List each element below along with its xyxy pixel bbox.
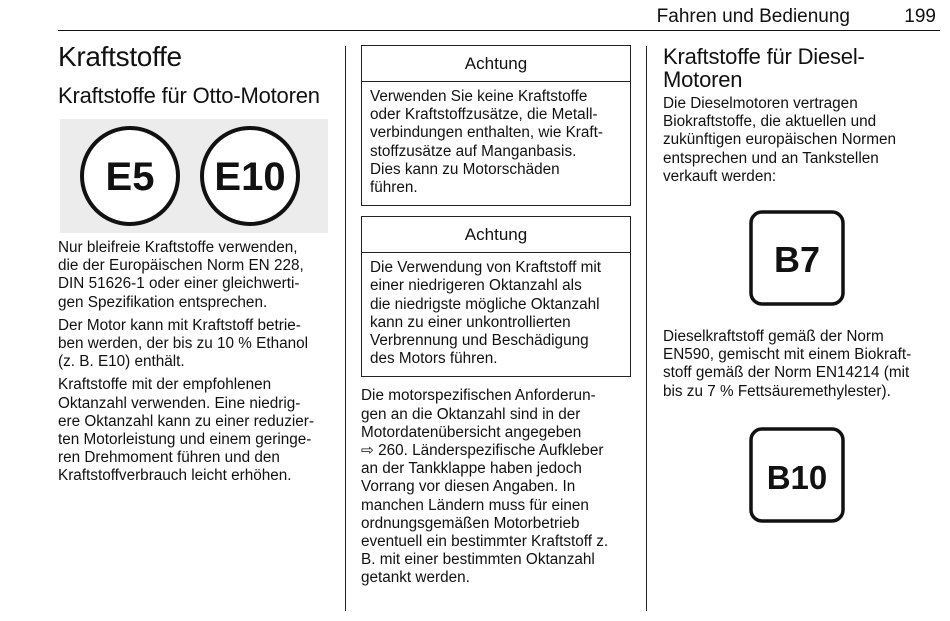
text-line: ere Oktanzahl kann zu einer reduzier- <box>58 412 314 430</box>
text-line: Biokraftstoffe, die aktuellen und <box>663 113 877 131</box>
text-line: ten Motorleistung und einem geringe- <box>58 431 312 449</box>
text-line: zukünftigen europäischen Normen <box>663 131 896 149</box>
column-3 <box>663 45 938 523</box>
text-line: stoffzusätze auf Manganbasis. <box>370 142 577 160</box>
badge-b7-graphic <box>749 210 845 306</box>
main-title: Kraftstoffe <box>58 41 182 72</box>
text-line: Motordatenübersicht angegeben <box>361 423 582 441</box>
title-line: Motoren <box>663 67 743 92</box>
text-line: ren Drehmoment führen und den <box>58 449 280 467</box>
badge-e5: E5 <box>105 155 155 199</box>
text-line: die niedrigste mögliche Oktanzahl <box>370 295 600 313</box>
badge-b10: B10 <box>766 458 828 496</box>
text-line: einer niedrigeren Oktanzahl als <box>370 277 582 295</box>
column-divider-1 <box>345 46 346 611</box>
page-header <box>58 0 940 31</box>
text-line: Kraftstoffverbrauch leicht erhöhen. <box>58 467 292 485</box>
text-line: B. mit einer bestimmten Oktanzahl <box>361 551 595 569</box>
column-2 <box>361 45 631 588</box>
title-line: Kraftstoffe für Diesel- <box>663 44 865 69</box>
fuel-labels-otto <box>58 119 330 239</box>
text-line: Nur bleifreie Kraftstoffe verwenden, <box>58 239 298 256</box>
text-line: oder Kraftstoffzusätze, die Metall- <box>370 106 598 124</box>
text-line: eventuell ein bestimmter Kraftstoff z. <box>361 533 609 551</box>
text-line: Dieselkraftstoff gemäß der Norm <box>663 328 884 346</box>
badge-b7: B7 <box>773 239 821 281</box>
text-line: entsprechen und an Tankstellen <box>663 149 879 167</box>
text-line: EN590, gemischt mit einem Biokraft- <box>663 346 912 364</box>
text-line: verkauft werden: <box>663 167 777 185</box>
text-line: kann zu einer unkontrollierten <box>370 313 571 331</box>
warning-box-2 <box>361 216 631 377</box>
text-line: stoff gemäß der Norm EN14214 (mit <box>663 364 910 382</box>
text-line: Vorrang vor diesen Angaben. In <box>361 478 576 496</box>
paragraph-octane <box>361 387 631 587</box>
text-line: bis zu 7 % Fettsäuremethylester). <box>663 382 891 400</box>
text-line: Dies kann zu Motorschäden <box>370 160 560 178</box>
text-line: (z. B. E10) enthält. <box>58 353 185 371</box>
subtitle-otto: Kraftstoffe für Otto-Motoren <box>58 83 320 108</box>
warning-text-1 <box>370 88 622 197</box>
paragraph-diesel-1 <box>663 95 938 186</box>
column-divider-2 <box>646 46 647 611</box>
warning-title-1: Achtung <box>362 46 630 82</box>
text-line: Die Dieselmotoren vertragen <box>663 95 858 112</box>
text-line: manchen Ländern muss für einen <box>361 496 589 514</box>
text-line: gen Spezifikation entsprechen. <box>58 293 268 311</box>
text-line: ben werden, der bis zu 10 % Ethanol <box>58 335 309 353</box>
fuel-label-b7 <box>749 210 845 306</box>
column-1 <box>58 40 330 486</box>
text-line: getankt werden. <box>361 569 470 587</box>
section-title: Fahren und Bedienung <box>656 6 850 27</box>
warning-title-2: Achtung <box>362 217 630 253</box>
page-reference-link[interactable]: ⇨ 260. Länderspezifische Aufkleber <box>361 442 604 460</box>
text-line: die der Europäischen Norm EN 228, <box>58 257 304 275</box>
warning-text-2 <box>370 259 622 368</box>
text-line: Verbrennung und Beschädigung <box>370 332 589 350</box>
text-line: verbindungen enthalten, wie Kraft- <box>370 124 604 142</box>
page-number: 199 <box>904 6 936 27</box>
text-line: Die Verwendung von Kraftstoff mit <box>370 259 601 277</box>
warning-box-1 <box>361 45 631 206</box>
text-line: an der Tankklappe haben jedoch <box>361 460 582 478</box>
text-line: Die motorspezifischen Anforderun- <box>361 387 596 405</box>
text-line: DIN 51626-1 oder einer gleichwerti- <box>58 275 300 293</box>
paragraph-2 <box>58 317 330 372</box>
paragraph-1 <box>58 239 330 312</box>
fuel-badges-graphic <box>58 119 330 239</box>
text-line: Der Motor kann mit Kraftstoff betrie- <box>58 316 301 334</box>
text-line: Verwenden Sie keine Kraftstoffe <box>370 88 588 105</box>
paragraph-diesel-2 <box>663 328 938 401</box>
badge-b10-graphic <box>749 427 845 523</box>
text-line: ordnungsgemäßen Motorbetrieb <box>361 514 580 532</box>
fuel-label-b10 <box>749 427 845 523</box>
paragraph-3 <box>58 376 330 485</box>
text-line: gen an die Oktanzahl sind in der <box>361 405 581 423</box>
text-line: führen. <box>370 179 418 197</box>
text-line: Kraftstoffe mit der empfohlenen <box>58 376 272 394</box>
badge-e10: E10 <box>214 155 286 199</box>
text-line: des Motors führen. <box>370 350 498 368</box>
subtitle-diesel <box>663 45 938 91</box>
text-line: Oktanzahl verwenden. Eine niedrig- <box>58 394 301 412</box>
